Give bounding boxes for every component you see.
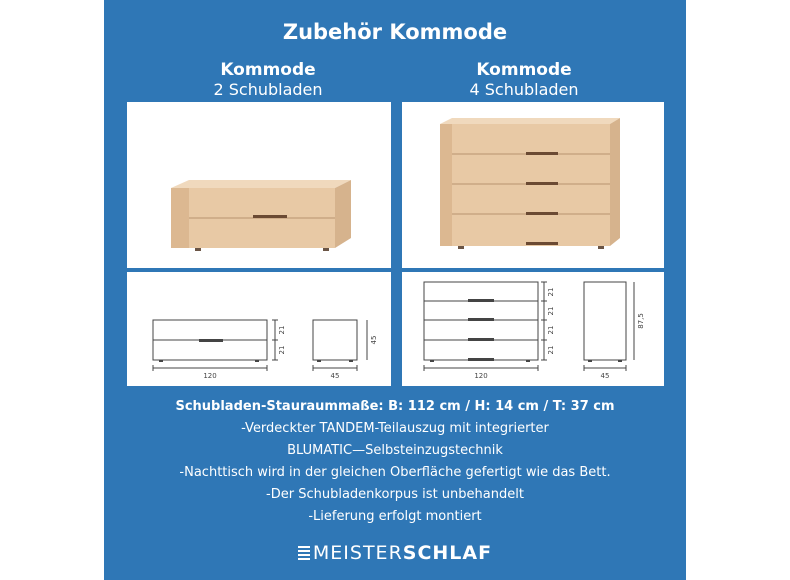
brand-logo [104, 542, 686, 564]
drawer-height-label: 21 [278, 325, 286, 335]
width-label: 120 [474, 372, 488, 380]
dresser-2-drawers-image [127, 102, 391, 268]
photo-4-drawer-dresser [402, 102, 664, 268]
brand-part1: MEISTER [312, 542, 403, 564]
column-heading-4-drawers [394, 60, 654, 100]
page-title: Zubehör Kommode [282, 20, 508, 44]
drawer-height-label: 21 [278, 345, 286, 355]
drawer-height-label: 21 [547, 306, 555, 316]
storage-dimensions: Schubladen-Stauraummaße: B: 112 cm / H: 14 cm / T: 37 cm [175, 399, 615, 414]
specifications [104, 396, 686, 528]
product-panel [104, 0, 686, 580]
drawer-height-label: 21 [547, 287, 555, 297]
drawing-4-drawer-dresser [402, 272, 664, 386]
total-height-label: 45 [370, 335, 378, 345]
dresser-4-drawers-image [402, 102, 664, 268]
photo-2-drawer-dresser [127, 102, 391, 268]
technical-drawing-2-drawers [127, 272, 391, 386]
width-label: 120 [203, 372, 217, 380]
drawer-height-label: 21 [547, 325, 555, 335]
column-heading: Kommode [220, 60, 316, 80]
brand-part2: SCHLAF [402, 542, 493, 564]
total-height-label: 87,5 [637, 313, 645, 329]
column-heading-2-drawers [138, 60, 398, 100]
spec-line: -Nachttisch wird in der gleichen Oberfläche gefertigt wie das Bett. [179, 465, 611, 480]
column-subheading: 2 Schubladen [213, 80, 323, 99]
spec-line: BLUMATIC—Selbsteinzugstechnik [287, 443, 503, 458]
column-heading: Kommode [476, 60, 572, 80]
technical-drawing-4-drawers [402, 272, 664, 386]
drawing-2-drawer-dresser [127, 272, 391, 386]
depth-label: 45 [600, 372, 610, 380]
column-subheading: 4 Schubladen [469, 80, 579, 99]
depth-label: 45 [330, 372, 340, 380]
logo-stripes-icon [298, 546, 310, 560]
spec-line: -Verdeckter TANDEM-Teilauszug mit integrierter [241, 421, 549, 436]
spec-line: -Lieferung erfolgt montiert [308, 509, 482, 524]
drawer-height-label: 21 [547, 345, 555, 355]
spec-line: -Der Schubladenkorpus ist unbehandelt [266, 487, 524, 502]
